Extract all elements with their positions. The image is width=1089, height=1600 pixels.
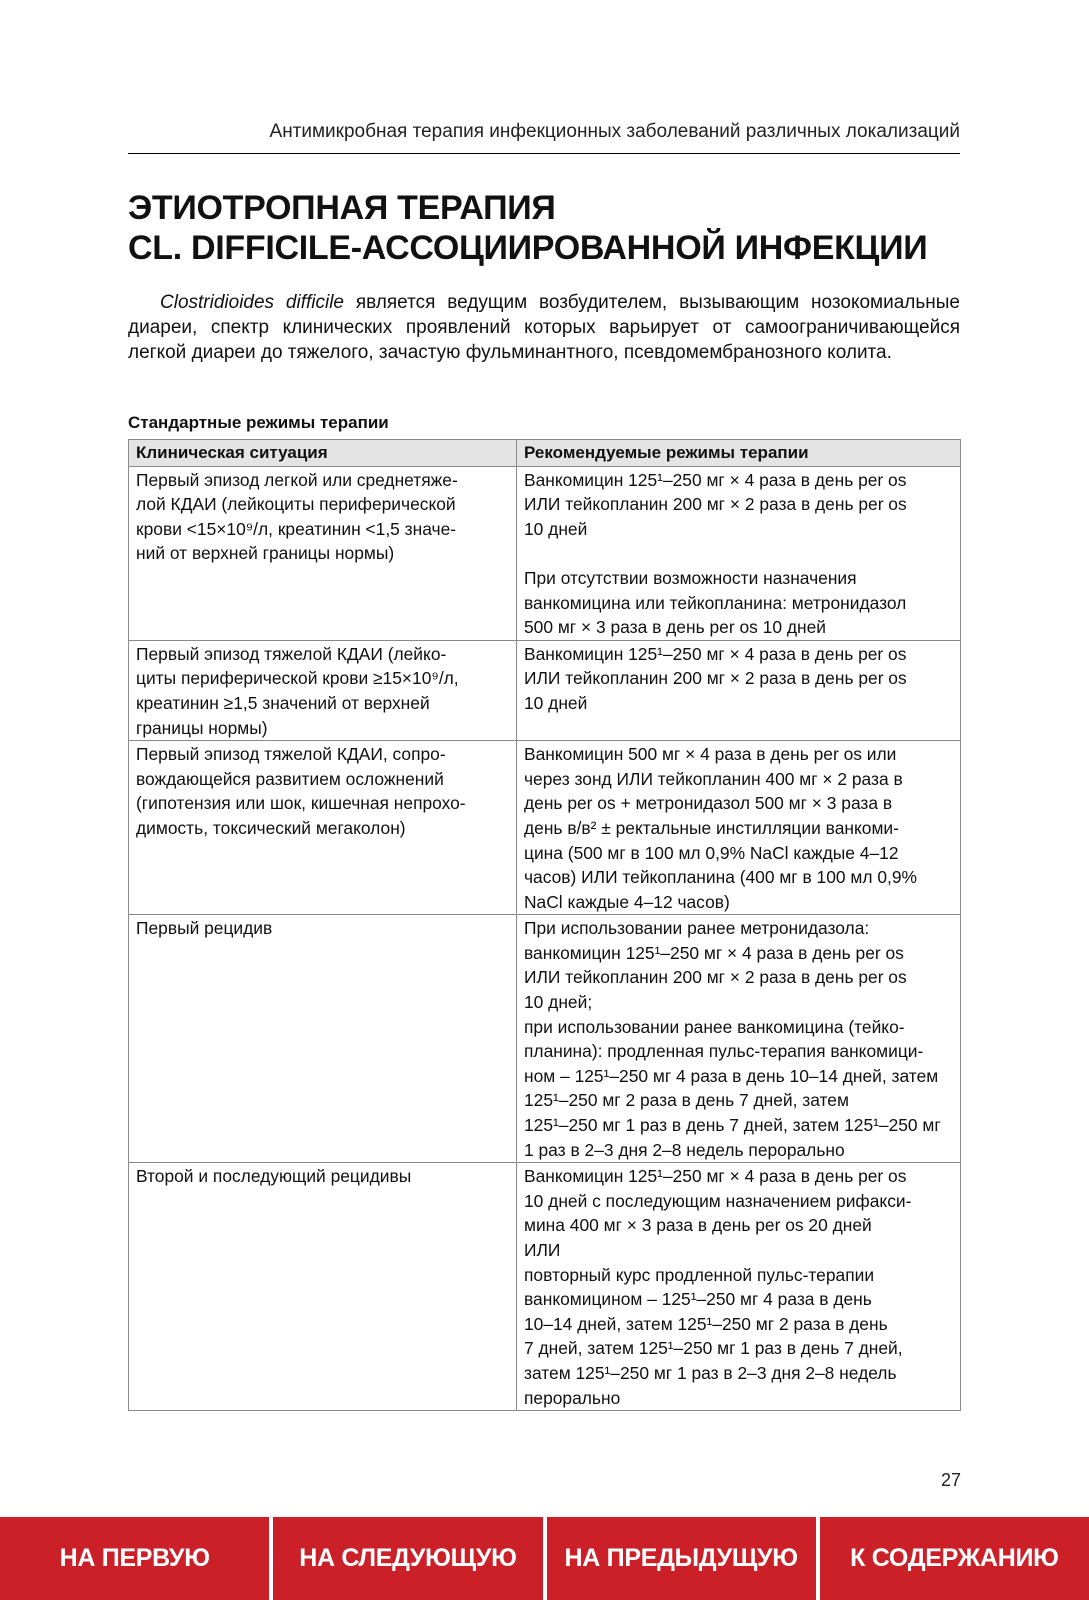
column-header-situation: Клиническая ситуация — [129, 440, 517, 467]
situation-text: Второй и последующий рецидивы — [136, 1166, 412, 1187]
intro-paragraph — [128, 290, 960, 365]
first-page-button[interactable]: НА ПЕРВУЮ — [0, 1517, 269, 1600]
table-row — [129, 640, 961, 740]
table-header-row — [129, 440, 961, 467]
regimen-text: Ванкомицин 125¹–250 мг × 4 раза в день per os 10 дней с последующим назначением рифакси- мина 400 мг × 3 раза в день per os 20 дней ИЛИ повторный курс продленной пульс-терапии ванкомицином – 125¹–250 мг 4 раза в день 10–14 дней, затем 125¹–250 мг 2 раза в день 7 дней, затем 125¹–250 мг 1 раз в день 7 дней, затем 125¹–250 мг 1 раз в 2–3 дня 2–8 недель перорально — [524, 1166, 912, 1408]
table-row — [129, 741, 961, 915]
situation-text: Первый эпизод тяжелой КДАИ (лейко- циты периферической крови ≥15×10⁹/л, креатинин ≥1,5 значений от верхней границы нормы) — [136, 643, 459, 738]
table-row — [129, 466, 961, 640]
page-title-line-2: CL. DIFFICILE-АССОЦИИРОВАННОЙ ИНФЕКЦИИ — [128, 229, 928, 267]
organism-name: Clostridioides difficile — [160, 292, 344, 313]
column-header-regimen: Рекомендуемые режимы терапии — [517, 440, 961, 467]
situation-cell — [129, 466, 517, 640]
regimen-text: Ванкомицин 125¹–250 мг × 4 раза в день per os ИЛИ тейкопланин 200 мг × 2 раза в день per os 10 дней — [524, 643, 907, 713]
regimen-text: Ванкомицин 500 мг × 4 раза в день per os или через зонд ИЛИ тейкопланин 400 мг × 2 раза в день per os + метронидазол 500 мг × 3 раза в день в/в² ± ректальные инстилляции ванкоми- цина (500 мг в 100 мл 0,9% NaCl каждые 4–12 часов) ИЛИ тейкопланина (400 мг в 100 мл 0,9% NaCl каждые 4–12 часов) — [524, 744, 917, 912]
running-header: Антимикробная терапия инфекционных заболеваний различных локализаций — [128, 118, 960, 154]
regimen-cell — [517, 1163, 961, 1411]
previous-page-button[interactable]: НА ПРЕДЫДУЩУЮ — [547, 1517, 816, 1600]
navigation-bar — [0, 1517, 1089, 1600]
therapy-regimens-table — [128, 439, 961, 1411]
intro-text: является ведущим возбудителем, вызывающим нозокомиальные диареи, спектр клинических проявлений которых варьирует от самоограничивающейся легкой диареи до тяжелого, зачастую фульминантного, псевдомембранозного колита. — [128, 292, 960, 363]
situation-cell — [129, 1163, 517, 1411]
situation-text: Первый эпизод легкой или среднетяже- лой КДАИ (лейкоциты периферической крови <15×10⁹/л, креатинин <1,5 значе- ний от верхней границы нормы) — [136, 469, 458, 564]
contents-button[interactable]: К СОДЕРЖАНИЮ — [820, 1517, 1089, 1600]
page-number: 27 — [940, 1470, 961, 1490]
situation-cell — [129, 915, 517, 1163]
regimen-cell — [517, 640, 961, 740]
page-title-line-1: ЭТИОТРОПНАЯ ТЕРАПИЯ — [128, 189, 556, 227]
page-title — [128, 188, 988, 268]
regimen-cell — [517, 915, 961, 1163]
table-caption: Стандартные режимы терапии — [128, 413, 389, 432]
regimen-cell — [517, 466, 961, 640]
situation-text: Первый эпизод тяжелой КДАИ, сопро- вождающейся развитием осложнений (гипотензия или шок, кишечная непрохо- димость, токсический мегаколон) — [136, 744, 466, 838]
situation-cell — [129, 741, 517, 915]
regimen-note: При отсутствии возможности назначения ванкомицина или тейкопланина: метронидазол 500 мг × 3 раза в день per os 10 дней — [524, 567, 907, 638]
situation-cell — [129, 640, 517, 740]
regimen-text: При использовании ранее метронидазола: ванкомицин 125¹–250 мг × 4 раза в день per os ИЛИ тейкопланин 200 мг × 2 раза в день per os 10 дней; при использовании ранее ванкомицина (тейко- планина): продленная пульс-терапия ванкомици- ном – 125¹–250 мг 4 раза в день 10–14 дней, затем 125¹–250 мг 2 раза в день 7 дней, затем 125¹–250 мг 1 раз в день 7 дней, затем 125¹–250 мг 1 раз в 2–3 дня 2–8 недель перорально — [524, 918, 941, 1160]
table-row — [129, 915, 961, 1163]
next-page-button[interactable]: НА СЛЕДУЮЩУЮ — [273, 1517, 542, 1600]
regimen-cell — [517, 741, 961, 915]
table-row — [129, 1163, 961, 1411]
regimen-text: Ванкомицин 125¹–250 мг × 4 раза в день per os ИЛИ тейкопланин 200 мг × 2 раза в день per os 10 дней — [524, 469, 907, 539]
situation-text: Первый рецидив — [136, 918, 273, 939]
